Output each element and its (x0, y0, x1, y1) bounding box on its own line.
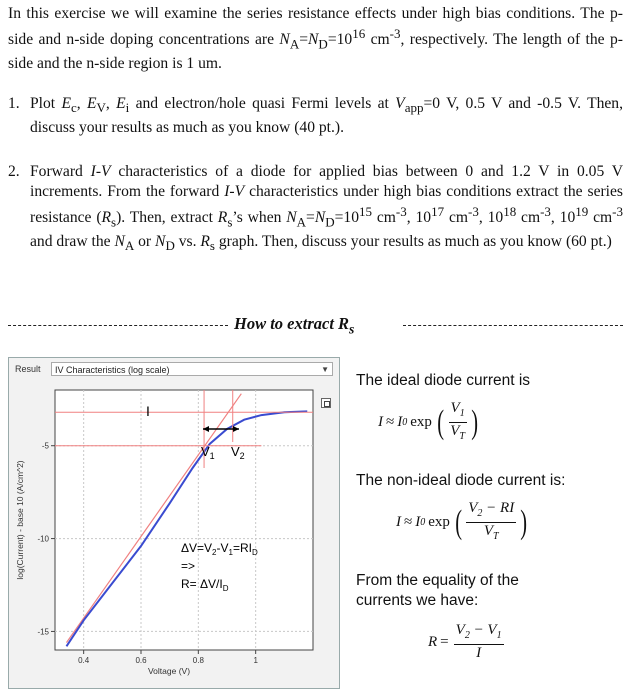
nd-sub: D (318, 36, 328, 52)
q1-text: , (105, 95, 117, 112)
numerator: $V_2 - V_1$ (454, 622, 504, 645)
fraction (448, 400, 467, 445)
equals-sign: = (440, 633, 449, 650)
nd-symbol: N (308, 31, 319, 49)
q2-text: characteristics of a diode for applied bias between 0 and 1.2 V in 0.05 V increments. From the forward (30, 163, 624, 200)
na-sub: A (296, 214, 307, 230)
y-ticks (37, 442, 55, 637)
question-number: 2. (8, 163, 20, 180)
r-symbol: R (428, 633, 438, 650)
i-symbol: I (396, 514, 401, 530)
x-tick-label: 0.8 (192, 656, 204, 665)
rs-symbol: R (200, 233, 210, 251)
nd-symbol: N (155, 233, 166, 251)
chevron-down-icon: ▼ (321, 365, 329, 374)
question-number: 1. (8, 95, 20, 112)
approx-sign: ≈ (386, 414, 395, 430)
result-select-value: IV Characteristics (log scale) (55, 365, 170, 375)
unit-exponent: -3 (468, 204, 479, 219)
fraction (466, 500, 516, 545)
x-tick-label: 1 (253, 656, 258, 665)
v2-label: $V_2$ (231, 444, 245, 461)
y-tick-label: -10 (37, 534, 49, 544)
exponent: 18 (503, 204, 517, 219)
resistance-formula (428, 622, 506, 662)
i0-sub: 0 (402, 417, 408, 428)
na-symbol: N (279, 31, 290, 49)
ec-symbol: E (61, 95, 71, 112)
question-1 (8, 94, 623, 138)
na-symbol: N (114, 233, 125, 251)
q1-text: , (76, 95, 87, 112)
q2-text: Forward (30, 163, 91, 180)
numerator: $V_1$ (449, 400, 467, 423)
y-tick-label: -5 (41, 441, 49, 451)
q2-text: and draw the (30, 233, 115, 251)
i0-symbol: I (415, 514, 421, 530)
q2-text: = (306, 209, 315, 227)
unit-exponent: -3 (395, 204, 407, 219)
doping-value: =10 (327, 31, 353, 49)
iv-symbol: I-V (90, 163, 111, 180)
open-paren: ( (437, 403, 444, 441)
section-title-sub: s (349, 321, 355, 337)
section-title (234, 314, 354, 337)
numerator: $V_2$ − RI (466, 500, 516, 523)
q1-text: =0 V, 0.5 V and -0.5 V. Then, discuss your results as much as you know (40 pt.). (30, 95, 624, 137)
ec-sub: c (70, 100, 77, 116)
nd-sub: D (325, 214, 335, 230)
nd-sub: D (165, 238, 175, 254)
implies-annotation: => (181, 559, 196, 573)
delta-v-annotation: $\Delta V=V_2-V_1=RI_D$ (181, 541, 258, 557)
ideal-caption: The ideal diode current is (356, 372, 531, 389)
nonideal-caption: The non-ideal diode current is: (356, 472, 566, 489)
question-body (30, 94, 623, 138)
approx-sign: ≈ (404, 514, 413, 530)
rs-sub: s (227, 214, 233, 230)
denominator: $V_T$ (450, 423, 465, 442)
q2-text: cm (516, 209, 541, 227)
q2-text: cm (588, 209, 613, 227)
x-axis-label: Voltage (V) (147, 666, 191, 676)
ideal-formula (378, 400, 480, 445)
na-sub: A (124, 238, 135, 254)
exp-function: exp (428, 514, 450, 530)
denominator: $V_T$ (483, 523, 499, 542)
vapp-symbol: V (395, 95, 405, 112)
result-label: Result (15, 364, 41, 374)
q2-text: graph. Then, discuss your results as much as you know (60 pt.) (214, 233, 612, 251)
dashed-line-left (8, 325, 228, 326)
section-divider (8, 314, 623, 336)
ev-sub: V (96, 100, 106, 116)
rs-symbol: R (217, 209, 228, 227)
q2-text: vs. (174, 233, 201, 251)
plot-panel (8, 357, 340, 689)
rs-sub: s (111, 214, 117, 230)
open-paren: ( (455, 503, 462, 541)
intro-text-1: In this exercise we will examine the series resistance effects under high bias conditions. The p-side and n-side doping concentrations are (8, 5, 623, 49)
na-symbol: N (286, 209, 297, 227)
exponent: 17 (431, 204, 445, 219)
q2-text: , 10 (550, 209, 576, 227)
exponent: 19 (575, 204, 589, 219)
question-2 (8, 162, 623, 256)
plot-area (55, 390, 313, 650)
iv-chart (9, 358, 339, 688)
y-axis-label: log(Current) - base 10 (A/cm^2) (15, 460, 25, 580)
x-ticks (78, 650, 258, 665)
close-paren: ) (471, 403, 479, 441)
x-tick-label: 0.4 (78, 656, 90, 665)
nonideal-formula (396, 500, 530, 545)
exp-function: exp (410, 414, 432, 430)
current-marker: I (146, 403, 150, 419)
q2-text: , 10 (478, 209, 504, 227)
unit-exponent: -3 (389, 26, 401, 41)
q2-text: ). Then, extract (116, 209, 218, 227)
equality-caption-line-2: currents we have: (356, 592, 479, 609)
r-annotation: $R= \Delta V/I_D$ (181, 577, 229, 593)
q2-text: cm (444, 209, 468, 227)
q2-text: =10 (334, 209, 360, 227)
i0-symbol: I (397, 414, 403, 430)
rs-symbol: R (101, 209, 112, 227)
unit-exponent: -3 (540, 204, 551, 219)
rs-sub: s (209, 238, 215, 254)
ei-symbol: E (116, 95, 126, 112)
x-tick-label: 0.6 (135, 656, 147, 665)
i-symbol: I (378, 414, 383, 430)
equality-caption-line-1: From the equality of the (356, 572, 519, 589)
section-title-text: How to extract R (234, 314, 350, 333)
ei-sub: i (125, 100, 130, 116)
q2-text: characteristics under high bias conditions extract the series resistance ( (30, 183, 624, 227)
fraction (454, 622, 504, 662)
exponent: 15 (359, 204, 373, 219)
q1-text: and electron/hole quasi Fermi levels at (129, 95, 396, 112)
denominator: I (476, 645, 482, 661)
q1-text: Plot (30, 95, 62, 112)
vapp-sub: app (404, 100, 424, 116)
eq-sign: = (299, 31, 309, 49)
question-body (30, 162, 623, 256)
na-sub: A (289, 36, 300, 52)
q2-text: or (134, 233, 156, 251)
v1-label: $V_1$ (201, 444, 215, 461)
intro-paragraph (8, 4, 623, 74)
unit-exponent: -3 (612, 204, 623, 219)
intro-text-2: , respectively. The length of the p-side and the n-side region is 1 um. (8, 31, 623, 73)
y-tick-label: -15 (37, 627, 49, 637)
dashed-line-right (403, 325, 623, 326)
close-paren: ) (520, 503, 528, 541)
q2-text: cm (372, 209, 396, 227)
i0-sub: 0 (420, 517, 426, 528)
unit: cm (365, 31, 390, 49)
iv-symbol: I-V (224, 183, 245, 200)
ev-symbol: E (86, 95, 97, 112)
q2-text: , 10 (406, 209, 432, 227)
nd-symbol: N (314, 209, 326, 227)
q2-text: ’s when (232, 209, 287, 227)
doping-exponent: 16 (352, 26, 366, 41)
